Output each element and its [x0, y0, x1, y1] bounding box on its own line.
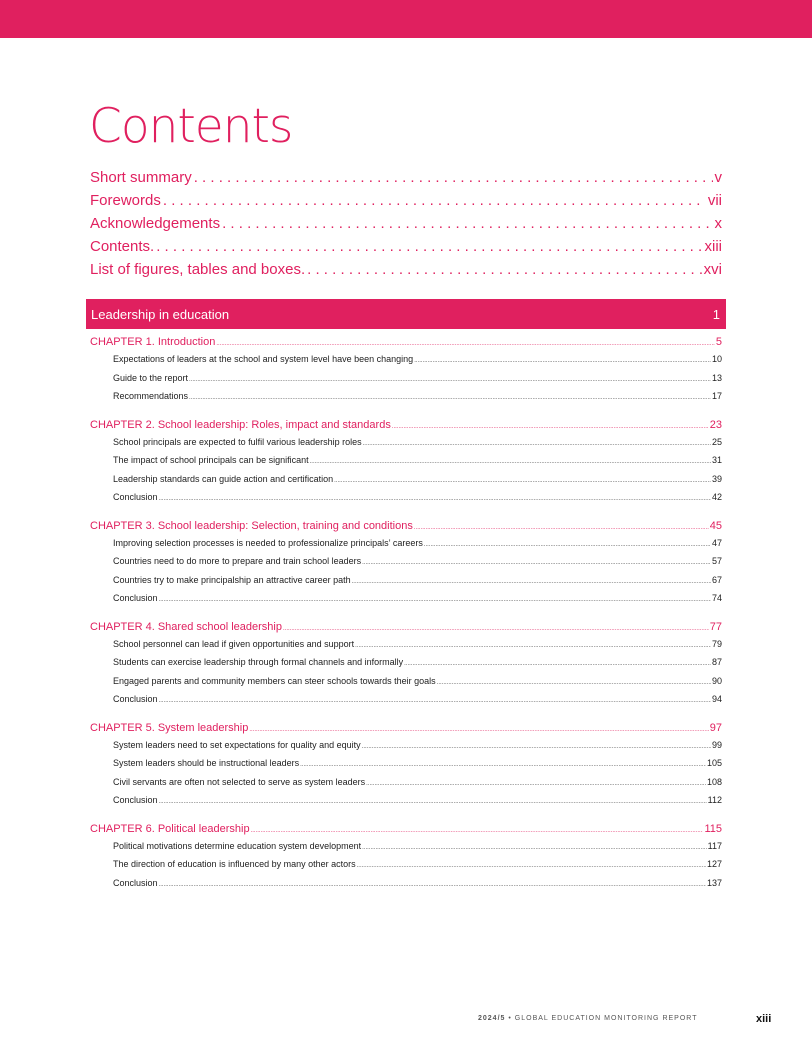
- section-entry[interactable]: [90, 437, 722, 456]
- chapter-page: 45: [709, 519, 722, 532]
- footer-report-name: GLOBAL EDUCATION MONITORING REPORT: [514, 1015, 698, 1022]
- section-entry[interactable]: [90, 878, 722, 897]
- footer-edition: 2024/5: [478, 1015, 506, 1022]
- dot-leader: [159, 882, 706, 888]
- section-label: Conclusion: [113, 593, 158, 603]
- dot-leader: [310, 459, 711, 465]
- page-title: Contents: [89, 99, 293, 154]
- section-entry[interactable]: [90, 575, 722, 594]
- section-label: Conclusion: [113, 795, 158, 805]
- chapter-entry[interactable]: [90, 621, 722, 639]
- front-matter-list: [90, 169, 722, 284]
- dot-leader: [283, 626, 709, 632]
- chapter-block-1: [90, 336, 722, 410]
- toc-entry-page: xvi: [703, 261, 722, 278]
- chapter-page: 5: [715, 336, 722, 348]
- chapter-page: 77: [709, 620, 722, 633]
- section-label: Leadership standards can guide action and certification: [113, 473, 334, 484]
- chapter-entry[interactable]: [90, 722, 722, 740]
- section-page: 67: [711, 574, 722, 585]
- section-entry[interactable]: [90, 639, 722, 658]
- section-page: 47: [711, 537, 722, 548]
- chapter-label: CHAPTER 1. Introduction: [90, 336, 216, 348]
- chapter-list: [90, 336, 722, 905]
- section-page: 79: [711, 638, 722, 649]
- section-label: Guide to the report: [113, 372, 189, 383]
- dot-leader: [194, 169, 713, 186]
- section-page: 87: [711, 657, 722, 667]
- dot-leader: [362, 744, 711, 750]
- dot-leader: [392, 424, 709, 430]
- part-heading-label: Leadership in education: [91, 306, 230, 322]
- section-page: 74: [711, 593, 722, 603]
- section-entry[interactable]: [90, 354, 722, 373]
- dot-leader: [307, 261, 702, 278]
- toc-entry-label: List of figures, tables and boxes.: [90, 261, 306, 278]
- chapter-page: 23: [709, 418, 722, 431]
- section-label: Conclusion: [113, 694, 158, 704]
- section-page: 25: [711, 436, 722, 447]
- section-entry[interactable]: [90, 758, 722, 777]
- section-entry[interactable]: [90, 593, 722, 612]
- section-label: School personnel can lead if given opportunities and support: [113, 638, 355, 649]
- dot-leader: [159, 496, 711, 502]
- chapter-label: CHAPTER 6. Political leadership: [90, 822, 250, 835]
- dot-leader: [222, 215, 712, 232]
- chapter-block-3: [90, 520, 722, 612]
- section-entry[interactable]: [90, 676, 722, 695]
- toc-entry-label: Contents.: [90, 238, 155, 255]
- section-page: 17: [711, 391, 722, 401]
- dot-leader: [156, 238, 702, 255]
- section-page: 90: [711, 675, 722, 686]
- dot-leader: [249, 727, 708, 733]
- toc-entry-list-of-figures[interactable]: [90, 261, 722, 284]
- dot-leader: [437, 680, 711, 686]
- section-page: 42: [711, 492, 722, 502]
- section-entry[interactable]: [90, 694, 722, 713]
- section-label: Recommendations: [113, 391, 189, 401]
- dot-leader: [424, 542, 711, 548]
- dot-leader: [404, 661, 711, 667]
- section-page: 57: [711, 556, 722, 566]
- section-label: The impact of school principals can be significant: [113, 455, 309, 465]
- section-page: 112: [707, 795, 722, 805]
- dot-leader: [362, 845, 707, 851]
- section-entry[interactable]: [90, 795, 722, 814]
- section-page: 117: [707, 840, 722, 851]
- toc-entry-page: v: [714, 169, 722, 186]
- toc-entry-page: x: [714, 215, 722, 232]
- toc-entry-page: xiii: [704, 238, 722, 255]
- section-label: The direction of education is influenced by many other actors: [113, 859, 356, 869]
- section-entry[interactable]: [90, 859, 722, 878]
- section-entry[interactable]: [90, 556, 722, 575]
- dot-leader: [251, 828, 704, 834]
- section-entry[interactable]: [90, 455, 722, 474]
- part-heading-bar[interactable]: [86, 299, 726, 329]
- section-entry[interactable]: [90, 740, 722, 759]
- section-page: 105: [706, 758, 722, 768]
- dot-leader: [159, 597, 711, 603]
- section-label: Students can exercise leadership through formal channels and informally: [113, 657, 404, 667]
- section-page: 108: [706, 776, 722, 787]
- section-page: 99: [711, 739, 722, 750]
- chapter-label: CHAPTER 3. School leadership: Selection, training and conditions: [90, 519, 413, 532]
- section-page: 13: [711, 372, 722, 383]
- chapter-page: 97: [709, 721, 722, 734]
- dot-leader: [362, 560, 711, 566]
- section-entry[interactable]: [90, 657, 722, 676]
- section-label: Conclusion: [113, 877, 158, 888]
- chapter-entry[interactable]: [90, 520, 722, 538]
- chapter-block-4: [90, 621, 722, 713]
- section-entry[interactable]: [90, 373, 722, 392]
- section-label: Political motivations determine education system development: [113, 840, 362, 851]
- dot-leader: [414, 358, 711, 364]
- dot-leader: [366, 781, 706, 787]
- section-page: 31: [711, 455, 722, 465]
- toc-entry-label: Forewords: [90, 192, 161, 209]
- part-heading-page: 1: [712, 306, 720, 322]
- section-entry[interactable]: [90, 841, 722, 860]
- section-entry[interactable]: [90, 391, 722, 410]
- section-page: 10: [711, 354, 722, 364]
- toc-entry-page: vii: [707, 192, 722, 209]
- dot-leader: [216, 341, 715, 347]
- section-label: Conclusion: [113, 492, 158, 502]
- section-label: Civil servants are often not selected to serve as system leaders: [113, 776, 366, 787]
- section-label: System leaders should be instructional leaders: [113, 758, 300, 768]
- toc-entry-label: Short summary: [90, 169, 192, 186]
- chapter-block-2: [90, 419, 722, 511]
- chapter-block-6: [90, 823, 722, 897]
- section-label: School principals are expected to fulfil various leadership roles: [113, 436, 362, 447]
- toc-entry-short-summary[interactable]: [90, 169, 722, 192]
- section-label: Countries try to make principalship an attractive career path: [113, 574, 351, 585]
- header-color-bar: [0, 0, 812, 38]
- section-entry[interactable]: [90, 474, 722, 493]
- section-label: Expectations of leaders at the school and system level have been changing: [113, 354, 414, 364]
- section-label: Engaged parents and community members can steer schools towards their goals: [113, 675, 436, 686]
- dot-leader: [352, 579, 711, 585]
- section-page: 127: [706, 859, 722, 869]
- chapter-entry[interactable]: [90, 336, 722, 354]
- toc-entry-acknowledgements[interactable]: [90, 215, 722, 238]
- section-entry[interactable]: [90, 777, 722, 796]
- running-footer: [478, 1015, 698, 1022]
- dot-leader: [414, 525, 709, 531]
- toc-entry-label: Acknowledgements: [90, 215, 221, 232]
- section-label: Countries need to do more to prepare and train school leaders: [113, 556, 362, 566]
- chapter-entry[interactable]: [90, 419, 722, 437]
- toc-entry-contents[interactable]: [90, 238, 722, 261]
- section-page: 137: [706, 877, 722, 888]
- chapter-page: 115: [704, 822, 722, 835]
- section-label: Improving selection processes is needed to professionalize principals’ careers: [113, 537, 423, 548]
- chapter-label: CHAPTER 4. Shared school leadership: [90, 620, 282, 633]
- dot-leader: [355, 643, 711, 649]
- dot-leader: [300, 762, 706, 768]
- page-number: xiii: [756, 1013, 772, 1025]
- toc-entry-forewords[interactable]: [90, 192, 722, 215]
- chapter-label: CHAPTER 5. System leadership: [90, 721, 249, 734]
- chapter-entry[interactable]: [90, 823, 722, 841]
- footer-separator: •: [508, 1015, 512, 1022]
- dot-leader: [159, 799, 707, 805]
- chapter-block-5: [90, 722, 722, 814]
- section-label: System leaders need to set expectations for quality and equity: [113, 739, 361, 750]
- section-entry[interactable]: [90, 538, 722, 557]
- section-entry[interactable]: [90, 492, 722, 511]
- dot-leader: [357, 863, 706, 869]
- dot-leader: [189, 395, 711, 401]
- dot-leader: [334, 478, 711, 484]
- dot-leader: [363, 441, 711, 447]
- dot-leader: [159, 698, 711, 704]
- dot-leader: [189, 377, 711, 383]
- chapter-label: CHAPTER 2. School leadership: Roles, impact and standards: [90, 418, 391, 431]
- section-page: 94: [711, 694, 722, 704]
- section-page: 39: [711, 473, 722, 484]
- dot-leader: [163, 192, 706, 209]
